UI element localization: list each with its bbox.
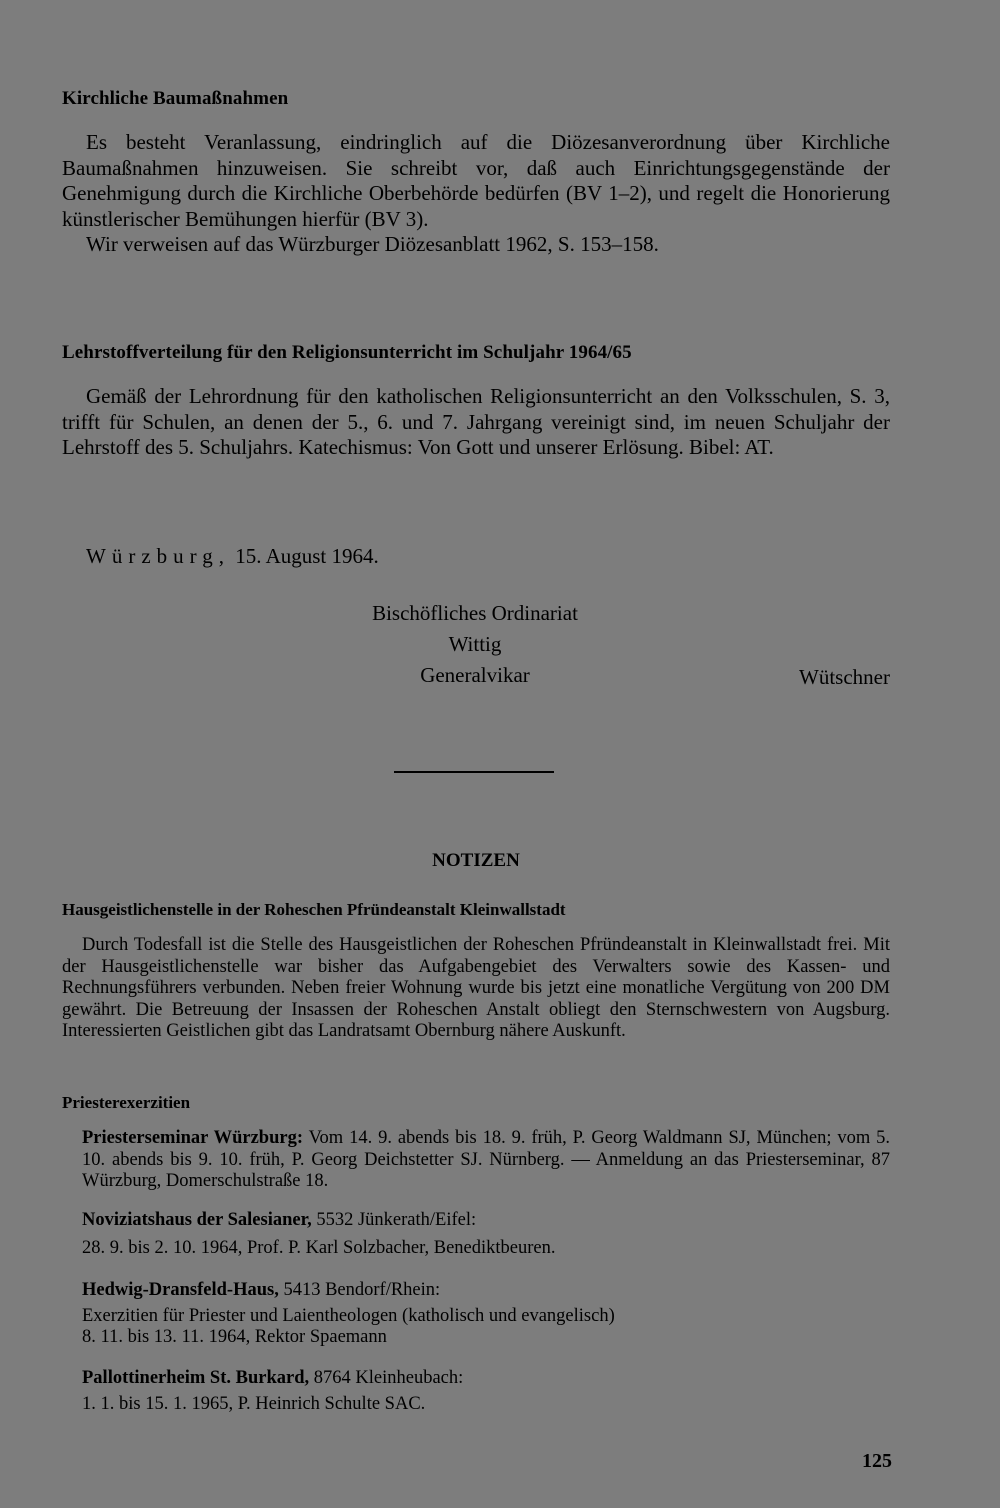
entry-line: 28. 9. bis 2. 10. 1964, Prof. P. Karl Solzbacher, Benediktbeuren. [82,1237,556,1258]
section-divider [394,771,554,773]
entry-name: Pallottinerheim St. Burkard, [82,1368,310,1388]
notiz-body-hausgeistlichenstelle [62,935,890,1043]
entry-line: 8. 11. bis 13. 11. 1964, Rektor Spaemann [82,1327,387,1347]
paragraph: Es besteht Veranlassung, eindringlich auf die Diözesanverordnung über Kirchliche Baumaßnahmen hinzuweisen. Sie schreibt vor, daß auch Einrichtungsgegenstände der Genehmigung durch die Kirchliche Oberbehörde bedürfen (BV 1–2), und regelt die Honorierung künstlerischer Bemühungen hierfür (BV 3). [62,130,890,231]
dateline [86,544,379,569]
section-heading-baumassnahmen: Kirchliche Baumaßnahmen [62,88,289,109]
notizen-title: NOTIZEN [432,850,520,871]
signature-office: Bischöfliches Ordinariat [372,601,578,625]
entry-place: 8764 Kleinheubach: [313,1368,464,1388]
entry-name: Noviziatshaus der Salesianer, [82,1210,312,1230]
exerzitien-entry [82,1210,890,1259]
entry-line: Exerzitien für Priester und Laientheologen (katholisch und evangelisch) [82,1305,615,1326]
notiz-heading-hausgeistlichenstelle: Hausgeistlichenstelle in der Roheschen Pfründeanstalt Kleinwallstadt [62,900,566,919]
paragraph: Wir verweisen auf das Würzburger Diözesanblatt 1962, S. 153–158. [86,232,659,256]
section-heading-lehrstoffverteilung: Lehrstoffverteilung für den Religionsunterricht im Schuljahr 1964/65 [62,342,632,363]
exerzitien-entry [82,1368,890,1415]
notiz-heading-priesterexerzitien: Priesterexerzitien [62,1093,191,1112]
section-body-baumassnahmen [62,130,890,258]
entry-place: 5413 Bendorf/Rhein: [283,1280,441,1300]
paragraph: Durch Todesfall ist die Stelle des Hausgeistlichen der Roheschen Pfründeanstalt in Kleinwallstadt frei. Mit der Hausgeistlichenstelle war bisher das Aufgabengebiet des Verwalters sowie des Kassen- und Rechnungsführers verbunden. Neben freier Wohnung wurde bis jetzt eine monatliche Vergütung von 200 DM gewährt. Die Betreuung der Insassen der Roheschen Anstalt obliegt den Sternschwestern von Augsburg. Interessierten Geistlichen gibt das Landratsamt Obernburg nähere Auskunft. [62,935,890,1041]
section-body-lehrstoffverteilung [62,384,890,461]
paragraph: Gemäß der Lehrordnung für den katholischen Religionsunterricht an den Volksschulen, S. 3, trifft für Schulen, an denen der 5., 6. und 7. Jahrgang vereinigt sind, im neuen Schuljahr der Lehrstoff des 5. Schuljahrs. Katechismus: Von Gott und unserer Erlösung. Bibel: AT. [62,384,890,459]
entry-place: 5532 Jünkerath/Eifel: [316,1210,477,1230]
signature-secretary: Wütschner [799,665,890,689]
signature-block [315,598,635,691]
dateline-date: 15. August 1964. [235,544,379,568]
exerzitien-entry [82,1280,890,1349]
exerzitien-entry [82,1128,890,1193]
entry-name: Priesterseminar Würzburg: [82,1128,303,1148]
entry-text: Vom 14. 9. abends bis 18. 9. früh, P. Georg Waldmann SJ, München; vom 5. 10. abends bis 9. 10. früh, P. Georg Deichstetter SJ. Nürnberg. — Anmeldung an das Priesterseminar, 87 Würzburg, Domerschulstraße 18. [82,1128,890,1191]
signature-title: Generalvikar [420,663,530,687]
entry-name: Hedwig-Dransfeld-Haus, [82,1280,279,1300]
dateline-place: Würzburg, [86,544,230,568]
document-page [62,0,892,1508]
page-number: 125 [862,1450,892,1472]
entry-line: 1. 1. bis 15. 1. 1965, P. Heinrich Schulte SAC. [82,1393,426,1414]
signature-name: Wittig [448,632,502,656]
